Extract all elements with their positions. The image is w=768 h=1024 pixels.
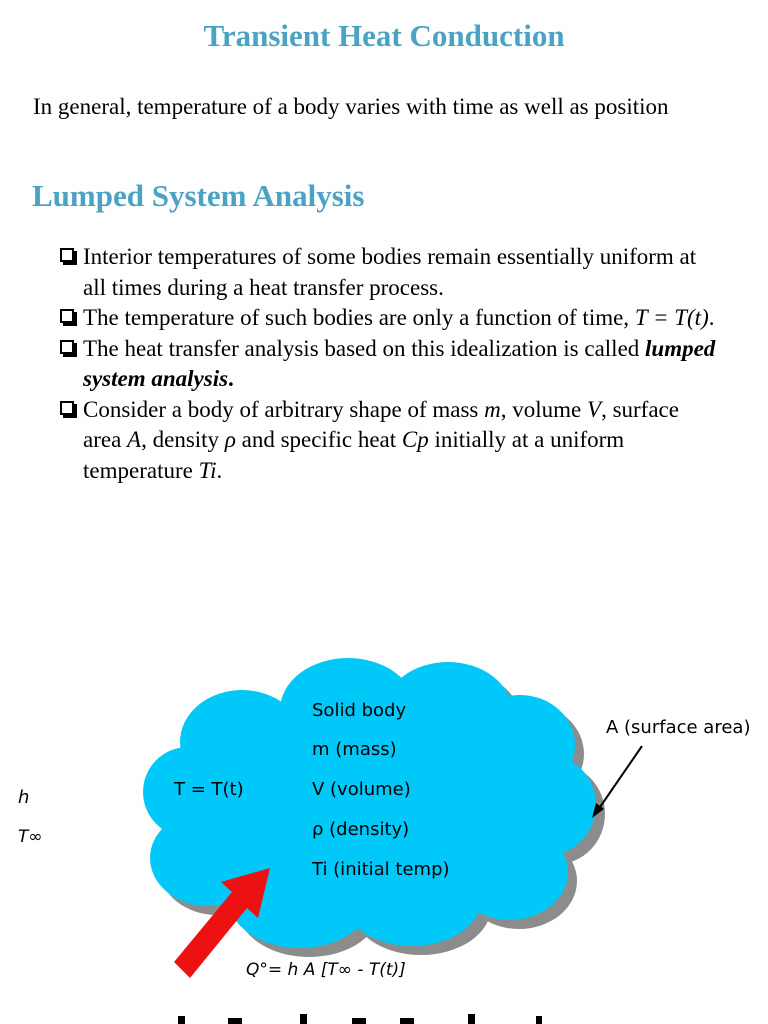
bullet-text: and specific heat [235, 427, 402, 452]
bullet-text: initially at a uniform temperature [83, 427, 625, 483]
bullet-text: The temperature of such bodies are only a function of time, [83, 305, 635, 330]
heat-flow-equation: Q°= h A [T∞ - T(t)] [246, 960, 406, 980]
bullet-text: , volume [500, 396, 587, 422]
bullet-text: Consider a body of arbitrary shape of mass [83, 396, 485, 422]
cropped-text-fragment [0, 1012, 768, 1024]
bullet-text: The heat transfer analysis based on this idealization is called [83, 335, 646, 361]
symbol-rho: ρ [224, 427, 236, 452]
bullet-item [60, 303, 720, 334]
intro-text: In general, temperature of a body varies with time as well as position [33, 94, 669, 119]
bullet-item [60, 395, 720, 487]
surface-pointer-line [598, 746, 642, 810]
t-infinity-label: T∞ [18, 827, 43, 847]
symbol-T: T [634, 305, 648, 330]
bullet-item [60, 334, 720, 395]
bullet-item [60, 242, 720, 303]
bullet-text: , density [141, 427, 225, 452]
page-title: Transient Heat Conduction [203, 18, 565, 53]
bullet-text: , surface area [83, 396, 679, 452]
surface-area-label: A (surface area) [606, 717, 751, 738]
density-label: ρ (density) [312, 819, 410, 840]
symbol-Ti: Ti [198, 457, 217, 483]
equation-T-of-t: = T(t) [647, 305, 709, 330]
symbol-Cp: Cp [401, 427, 429, 452]
bullet-text: Interior temperatures of some bodies remain essentially uniform at all times during a heat transfer process. [83, 244, 697, 300]
bullet-list [60, 242, 720, 486]
volume-label: V (volume) [312, 779, 411, 800]
solid-body-label: Solid body [312, 700, 407, 721]
t-of-t-label: T = T(t) [174, 779, 244, 800]
checkbox-bullet-icon [60, 309, 74, 323]
checkbox-bullet-icon [60, 401, 74, 415]
h-label: h [18, 787, 30, 808]
period: . [216, 457, 223, 483]
checkbox-bullet-icon [60, 248, 74, 262]
period: . [228, 366, 234, 391]
symbol-m: m [484, 396, 501, 422]
initial-temp-label: Ti (initial temp) [312, 859, 450, 880]
symbol-A: A [127, 427, 142, 452]
lumped-system-term: lumped system analysis [83, 335, 716, 391]
section-title: Lumped System Analysis [32, 178, 365, 213]
period: . [708, 305, 715, 330]
mass-label: m (mass) [312, 739, 397, 760]
checkbox-bullet-icon [60, 340, 74, 354]
symbol-V: V [587, 396, 602, 422]
